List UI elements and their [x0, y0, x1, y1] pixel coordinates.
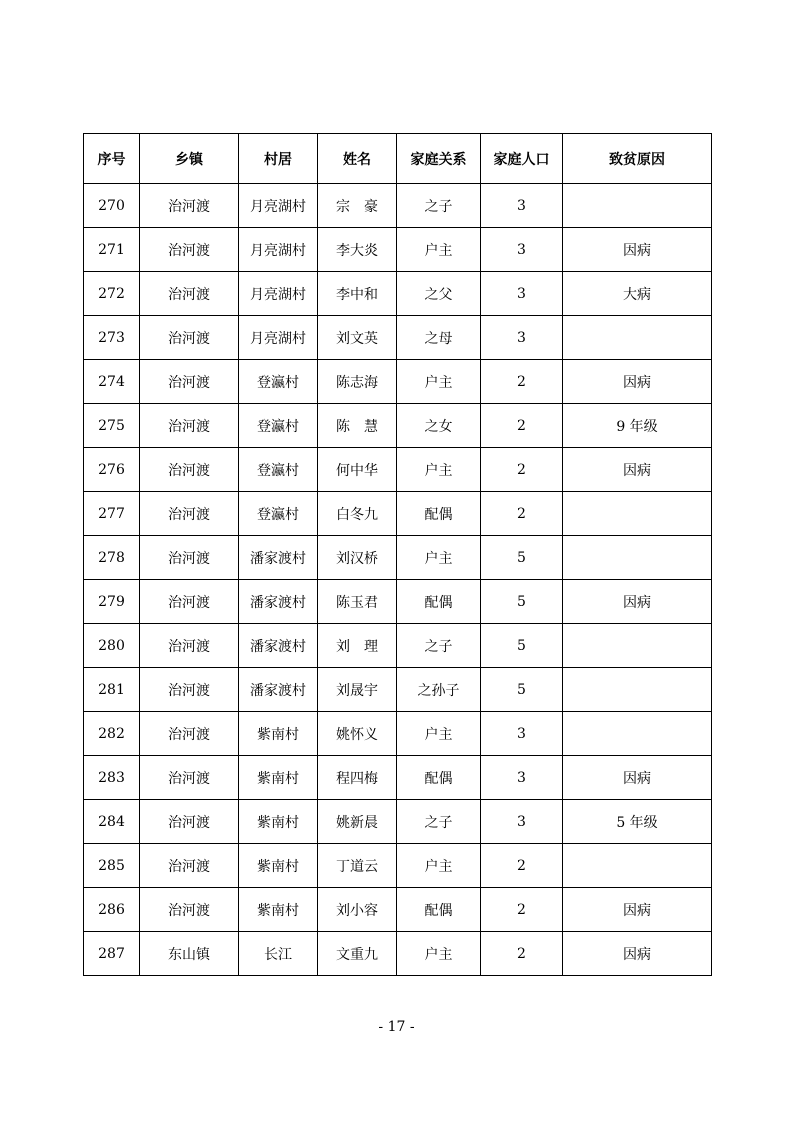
family-relation-cell: 户主 [397, 360, 481, 404]
family-size-cell: 3 [481, 800, 563, 844]
township-cell: 治河渡 [140, 272, 239, 316]
family-size-cell: 2 [481, 932, 563, 976]
village-cell: 紫南村 [239, 800, 318, 844]
name-cell: 文重九 [318, 932, 397, 976]
township-cell: 治河渡 [140, 536, 239, 580]
family-relation-cell: 之子 [397, 624, 481, 668]
village-cell: 紫南村 [239, 712, 318, 756]
table-row [84, 536, 712, 580]
name-cell: 程四梅 [318, 756, 397, 800]
table-row [84, 492, 712, 536]
family-relation-cell: 户主 [397, 932, 481, 976]
serial-number-cell: 272 [84, 272, 140, 316]
poverty-cause-cell: 因病 [563, 580, 712, 624]
name-cell: 姚新晨 [318, 800, 397, 844]
serial-number-cell: 284 [84, 800, 140, 844]
village-cell: 潘家渡村 [239, 580, 318, 624]
village-cell: 潘家渡村 [239, 536, 318, 580]
township-cell: 治河渡 [140, 712, 239, 756]
family-relation-cell: 之父 [397, 272, 481, 316]
family-relation-cell: 户主 [397, 536, 481, 580]
table-row [84, 404, 712, 448]
family-size-cell: 2 [481, 404, 563, 448]
header-name: 姓名 [318, 134, 397, 184]
family-relation-cell: 配偶 [397, 492, 481, 536]
poverty-cause-cell [563, 844, 712, 888]
header-family-size: 家庭人口 [481, 134, 563, 184]
family-size-cell: 3 [481, 712, 563, 756]
name-cell: 刘文英 [318, 316, 397, 360]
family-size-cell: 2 [481, 448, 563, 492]
serial-number-cell: 279 [84, 580, 140, 624]
township-cell: 治河渡 [140, 624, 239, 668]
village-cell: 登瀛村 [239, 404, 318, 448]
poverty-cause-cell [563, 316, 712, 360]
table-row [84, 712, 712, 756]
table-row [84, 800, 712, 844]
table-row [84, 844, 712, 888]
family-size-cell: 5 [481, 580, 563, 624]
family-relation-cell: 之女 [397, 404, 481, 448]
poverty-cause-cell: 因病 [563, 932, 712, 976]
poverty-cause-cell: 9 年级 [563, 404, 712, 448]
poverty-cause-cell [563, 668, 712, 712]
table-row [84, 316, 712, 360]
name-cell: 李大炎 [318, 228, 397, 272]
family-relation-cell: 配偶 [397, 756, 481, 800]
family-size-cell: 2 [481, 888, 563, 932]
township-cell: 治河渡 [140, 888, 239, 932]
poverty-cause-cell [563, 492, 712, 536]
family-relation-cell: 户主 [397, 712, 481, 756]
poverty-cause-cell: 因病 [563, 228, 712, 272]
village-cell: 潘家渡村 [239, 624, 318, 668]
name-cell: 宗 豪 [318, 184, 397, 228]
poverty-cause-cell [563, 184, 712, 228]
township-cell: 治河渡 [140, 360, 239, 404]
poverty-cause-cell: 因病 [563, 888, 712, 932]
village-cell: 月亮湖村 [239, 272, 318, 316]
serial-number-cell: 286 [84, 888, 140, 932]
village-cell: 登瀛村 [239, 492, 318, 536]
family-size-cell: 5 [481, 668, 563, 712]
serial-number-cell: 278 [84, 536, 140, 580]
serial-number-cell: 276 [84, 448, 140, 492]
family-size-cell: 2 [481, 844, 563, 888]
township-cell: 东山镇 [140, 932, 239, 976]
family-relation-cell: 配偶 [397, 888, 481, 932]
village-cell: 登瀛村 [239, 448, 318, 492]
village-cell: 长江 [239, 932, 318, 976]
table-row [84, 272, 712, 316]
family-size-cell: 5 [481, 536, 563, 580]
township-cell: 治河渡 [140, 668, 239, 712]
table-row [84, 756, 712, 800]
township-cell: 治河渡 [140, 580, 239, 624]
township-cell: 治河渡 [140, 404, 239, 448]
poverty-cause-cell [563, 536, 712, 580]
name-cell: 刘 理 [318, 624, 397, 668]
family-size-cell: 2 [481, 360, 563, 404]
township-cell: 治河渡 [140, 844, 239, 888]
header-poverty-cause: 致贫原因 [563, 134, 712, 184]
name-cell: 陈玉君 [318, 580, 397, 624]
header-serial-number: 序号 [84, 134, 140, 184]
poverty-cause-cell [563, 712, 712, 756]
township-cell: 治河渡 [140, 228, 239, 272]
serial-number-cell: 273 [84, 316, 140, 360]
header-row [84, 134, 712, 184]
name-cell: 陈 慧 [318, 404, 397, 448]
serial-number-cell: 283 [84, 756, 140, 800]
serial-number-cell: 287 [84, 932, 140, 976]
poverty-cause-cell: 5 年级 [563, 800, 712, 844]
village-cell: 紫南村 [239, 888, 318, 932]
serial-number-cell: 281 [84, 668, 140, 712]
table-row [84, 580, 712, 624]
header-village: 村居 [239, 134, 318, 184]
header-family-relation: 家庭关系 [397, 134, 481, 184]
name-cell: 白冬九 [318, 492, 397, 536]
family-size-cell: 3 [481, 228, 563, 272]
name-cell: 陈志海 [318, 360, 397, 404]
table-row [84, 228, 712, 272]
name-cell: 姚怀义 [318, 712, 397, 756]
family-relation-cell: 户主 [397, 228, 481, 272]
serial-number-cell: 280 [84, 624, 140, 668]
village-cell: 紫南村 [239, 756, 318, 800]
name-cell: 刘汉桥 [318, 536, 397, 580]
village-cell: 登瀛村 [239, 360, 318, 404]
village-cell: 月亮湖村 [239, 316, 318, 360]
village-cell: 月亮湖村 [239, 228, 318, 272]
table-row [84, 624, 712, 668]
family-size-cell: 3 [481, 316, 563, 360]
serial-number-cell: 270 [84, 184, 140, 228]
table-row [84, 668, 712, 712]
township-cell: 治河渡 [140, 492, 239, 536]
family-relation-cell: 之孙子 [397, 668, 481, 712]
township-cell: 治河渡 [140, 316, 239, 360]
poverty-cause-cell: 因病 [563, 448, 712, 492]
serial-number-cell: 282 [84, 712, 140, 756]
township-cell: 治河渡 [140, 756, 239, 800]
township-cell: 治河渡 [140, 184, 239, 228]
table-row [84, 888, 712, 932]
poverty-cause-cell [563, 624, 712, 668]
family-relation-cell: 配偶 [397, 580, 481, 624]
family-relation-cell: 户主 [397, 844, 481, 888]
poverty-cause-cell: 大病 [563, 272, 712, 316]
serial-number-cell: 274 [84, 360, 140, 404]
name-cell: 李中和 [318, 272, 397, 316]
serial-number-cell: 277 [84, 492, 140, 536]
family-relation-cell: 之子 [397, 800, 481, 844]
poverty-roster-table [83, 133, 712, 976]
name-cell: 刘晟宇 [318, 668, 397, 712]
village-cell: 潘家渡村 [239, 668, 318, 712]
family-size-cell: 5 [481, 624, 563, 668]
poverty-cause-cell: 因病 [563, 360, 712, 404]
family-size-cell: 3 [481, 272, 563, 316]
family-relation-cell: 之子 [397, 184, 481, 228]
village-cell: 月亮湖村 [239, 184, 318, 228]
serial-number-cell: 275 [84, 404, 140, 448]
page-number: - 17 - [378, 1019, 415, 1035]
village-cell: 紫南村 [239, 844, 318, 888]
name-cell: 刘小容 [318, 888, 397, 932]
serial-number-cell: 285 [84, 844, 140, 888]
name-cell: 丁道云 [318, 844, 397, 888]
family-size-cell: 3 [481, 184, 563, 228]
header-township: 乡镇 [140, 134, 239, 184]
poverty-cause-cell: 因病 [563, 756, 712, 800]
table-row [84, 932, 712, 976]
table-row [84, 448, 712, 492]
family-relation-cell: 户主 [397, 448, 481, 492]
family-relation-cell: 之母 [397, 316, 481, 360]
family-size-cell: 2 [481, 492, 563, 536]
table-row [84, 360, 712, 404]
name-cell: 何中华 [318, 448, 397, 492]
table-row [84, 184, 712, 228]
family-size-cell: 3 [481, 756, 563, 800]
township-cell: 治河渡 [140, 800, 239, 844]
serial-number-cell: 271 [84, 228, 140, 272]
township-cell: 治河渡 [140, 448, 239, 492]
